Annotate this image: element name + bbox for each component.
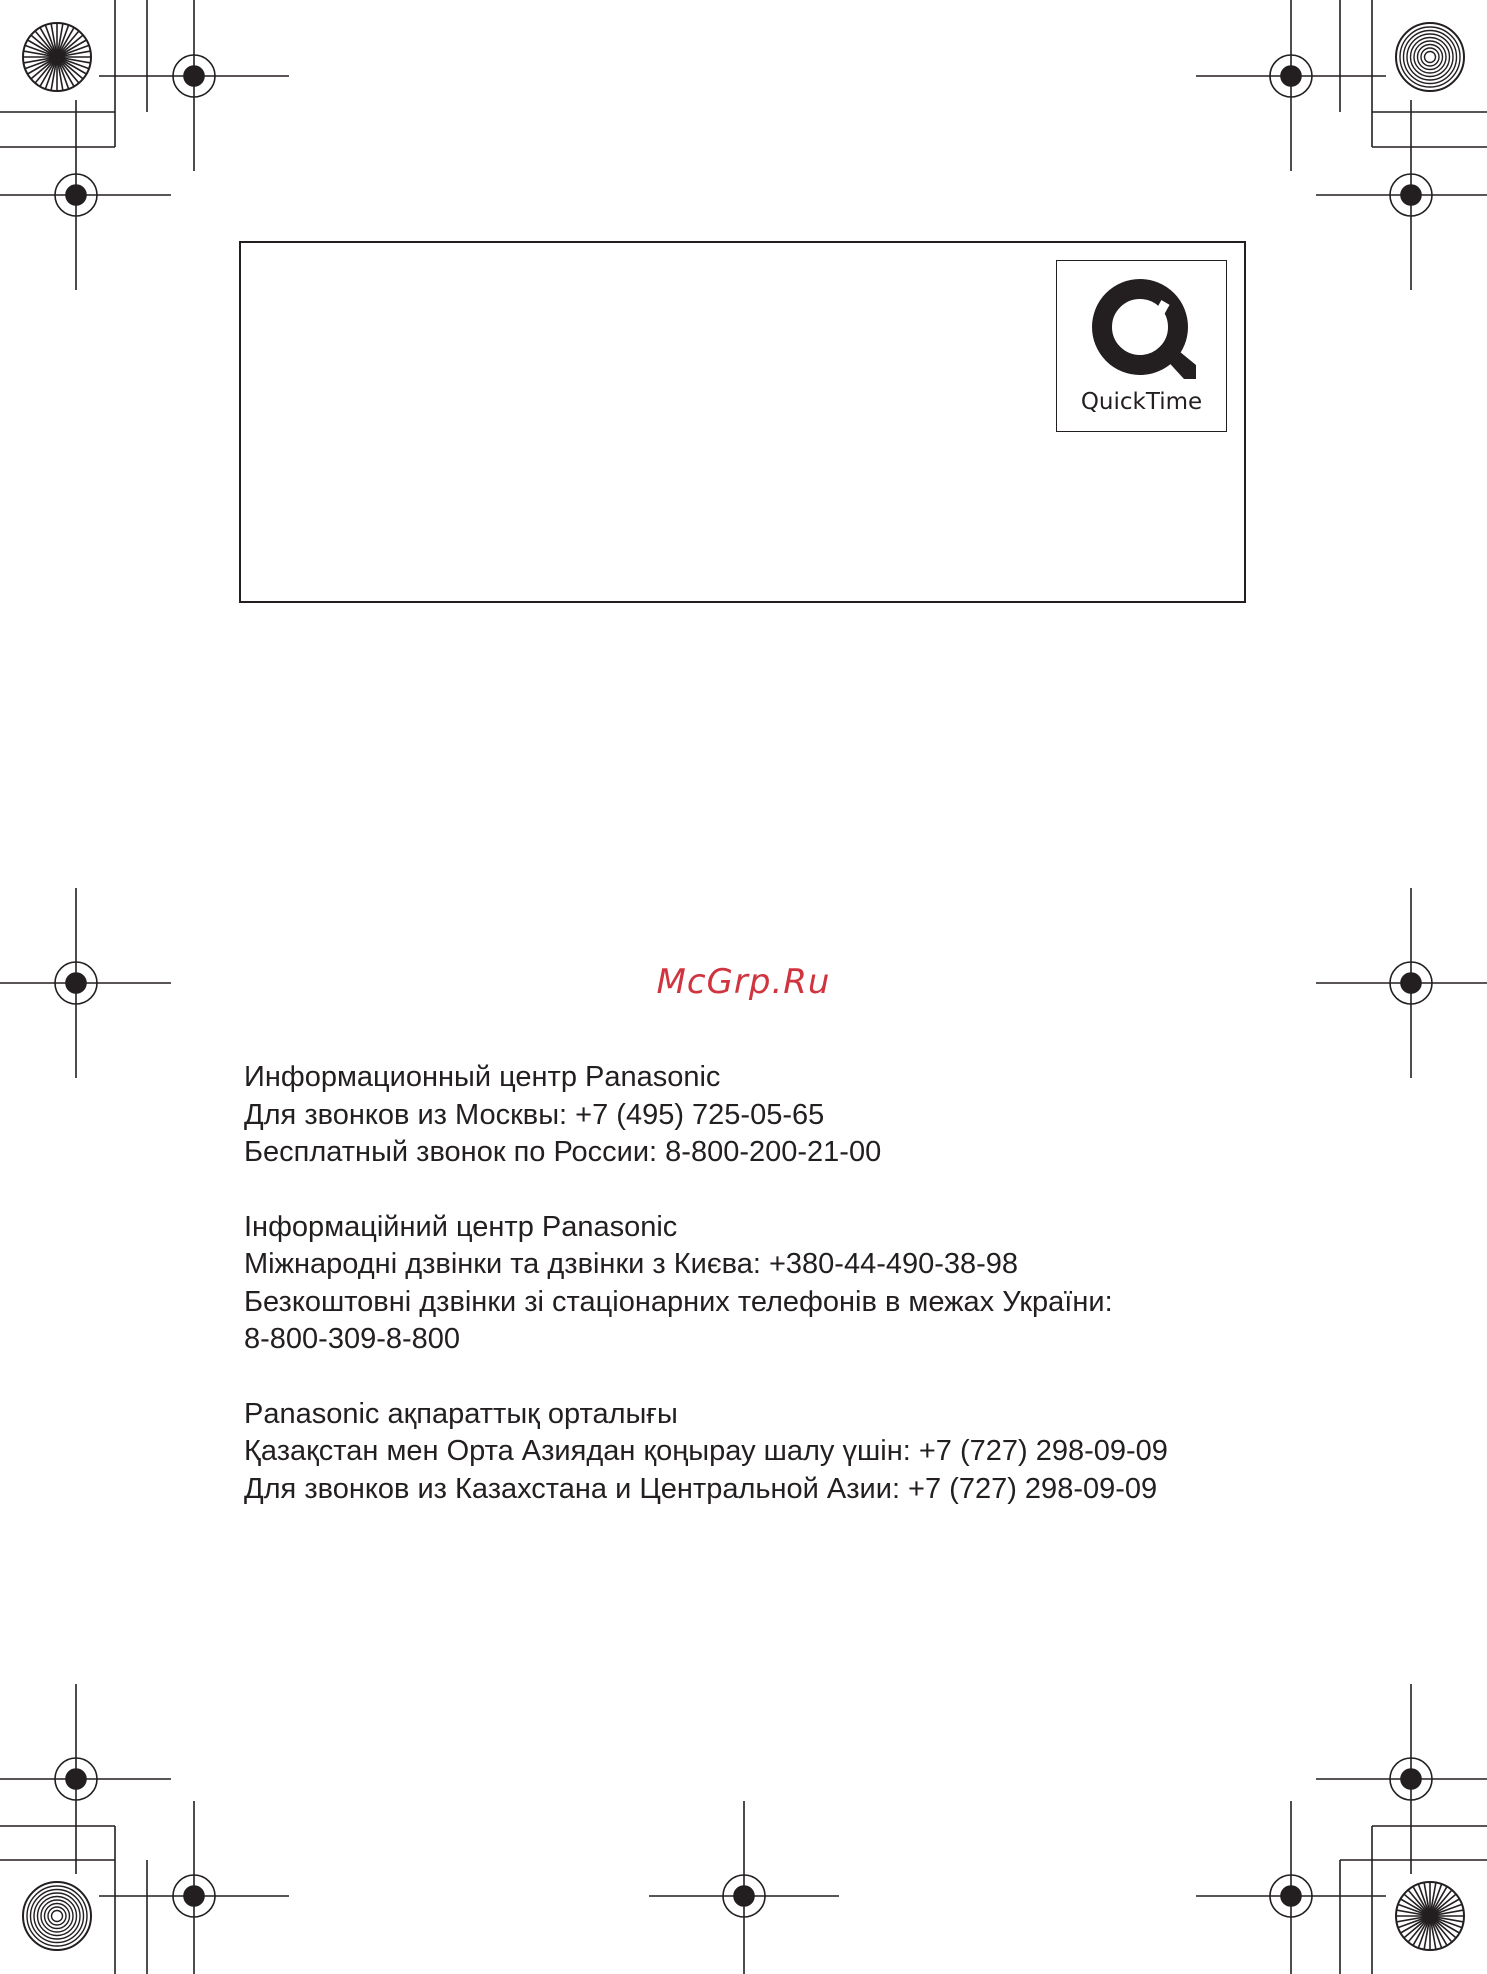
contact-block-kazakhstan <box>244 1396 1168 1509</box>
registration-crosshair-icon <box>1316 100 1487 290</box>
registration-crosshair-icon <box>99 1801 289 1974</box>
info-center-title: Panasonic ақпараттық орталығы <box>244 1397 678 1430</box>
registration-crosshair-icon <box>1316 1684 1487 1874</box>
registration-crosshair-icon <box>649 1801 839 1974</box>
quicktime-label: QuickTime <box>1080 389 1203 415</box>
info-center-title: Інформаційний центр Panasonic <box>244 1210 678 1243</box>
color-calibration-starburst-icon <box>23 1882 91 1950</box>
contact-block-russia <box>244 1059 1168 1172</box>
quicktime-q-icon <box>1088 277 1196 383</box>
phone-line: 8-800-309-8-800 <box>244 1323 461 1355</box>
registration-crosshair-icon <box>1196 1801 1386 1974</box>
phone-line: Бесплатный звонок по России: 8-800-200-21-00 <box>244 1136 882 1168</box>
contact-info <box>244 1059 1168 1545</box>
color-calibration-starburst-icon <box>23 23 91 91</box>
registration-crosshair-icon <box>0 1684 171 1874</box>
phone-line: Қазақстан мен Орта Азиядан қоңырау шалу үшін: +7 (727) 298-09-09 <box>244 1435 1168 1467</box>
registration-crosshair-icon <box>99 0 289 171</box>
phone-line: Для звонков из Казахстана и Центральной Азии: +7 (727) 298-09-09 <box>244 1472 1158 1505</box>
phone-line: Міжнародні дзвінки та дзвінки з Києва: +380-44-490-38-98 <box>244 1248 1019 1280</box>
registration-crosshair-icon <box>0 100 171 290</box>
phone-line: Безкоштовні дзвінки зі стаціонарних телефонів в межах України: <box>244 1285 1113 1318</box>
color-calibration-starburst-icon <box>1396 23 1464 91</box>
quicktime-logo <box>1056 260 1227 432</box>
contact-block-ukraine <box>244 1209 1168 1359</box>
watermark-text: McGrp.Ru <box>656 962 831 1002</box>
registration-crosshair-icon <box>1196 0 1386 171</box>
phone-line: Для звонков из Москвы: +7 (495) 725-05-65 <box>244 1098 825 1131</box>
color-calibration-starburst-icon <box>1396 1882 1464 1950</box>
info-center-title: Информационный центр Panasonic <box>244 1061 721 1093</box>
